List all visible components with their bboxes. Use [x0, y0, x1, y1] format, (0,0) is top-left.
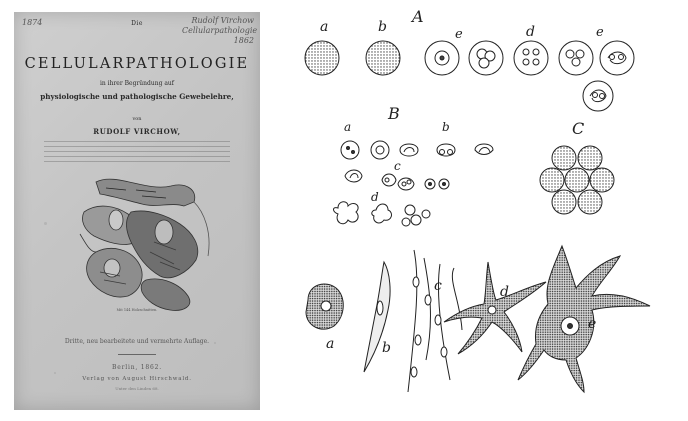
section-label-C: C — [572, 119, 585, 138]
cell-group-A — [305, 41, 634, 111]
place-and-year: Berlin, 1862. — [112, 364, 162, 371]
title-kicker: Die — [131, 20, 143, 27]
cell-label-b: b — [382, 340, 391, 356]
cell-group-C — [540, 146, 614, 214]
divider — [118, 354, 156, 355]
cell-label-d: d — [371, 190, 379, 204]
handwritten-line: Cellularpathologie — [182, 26, 258, 35]
cell-label-a: a — [320, 19, 329, 35]
handwritten-line: Rudolf Virchow — [191, 16, 254, 25]
book-title-page — [14, 12, 260, 410]
handwritten-line: 1862 — [233, 36, 254, 45]
paper-speck — [54, 372, 56, 374]
cell-label-e: e — [455, 27, 463, 42]
author-credentials-fine-print — [44, 141, 230, 165]
cell-label-a: a — [344, 120, 352, 134]
book-subtitle-line1: in ihrer Begründung auf — [99, 80, 175, 87]
paper-speck — [44, 222, 47, 225]
by-line: von — [132, 116, 142, 122]
cell-label-b: b — [442, 120, 450, 134]
cell-label-a: a — [326, 336, 335, 352]
cell-label-b: b — [378, 19, 387, 35]
section-label-A: A — [412, 7, 424, 26]
book-author: RUDOLF VIRCHOW, — [93, 127, 181, 136]
cell-label-e: e — [588, 316, 597, 332]
cell-label-e: e — [596, 25, 604, 40]
figure-caption: Mit 144 Holzschnitten. — [116, 308, 158, 312]
section-label-B: B — [388, 104, 400, 123]
frontispiece-engraving — [76, 172, 226, 312]
handwritten-note-left: 1874 — [22, 18, 43, 27]
cell-illustration-plate — [290, 0, 688, 421]
edition-note: Dritte, neu bearbeitete und vermehrte Auflage. — [64, 338, 210, 345]
cell-drawings — [290, 0, 688, 421]
cell-group-tissue — [306, 246, 650, 392]
cell-label-c: c — [434, 278, 442, 294]
publisher-address: Unter den Linden 68. — [115, 386, 159, 391]
book-subtitle-line2: physiologische und pathologische Gewebelehre, — [40, 92, 234, 101]
publisher: Verlag von August Hirschwald. — [82, 376, 192, 382]
cell-label-c: c — [394, 159, 401, 173]
book-title: CELLULARPATHOLOGIE — [24, 56, 250, 72]
cell-label-d: d — [526, 24, 535, 40]
cell-group-B — [334, 141, 494, 226]
cell-label-d: d — [500, 284, 509, 300]
